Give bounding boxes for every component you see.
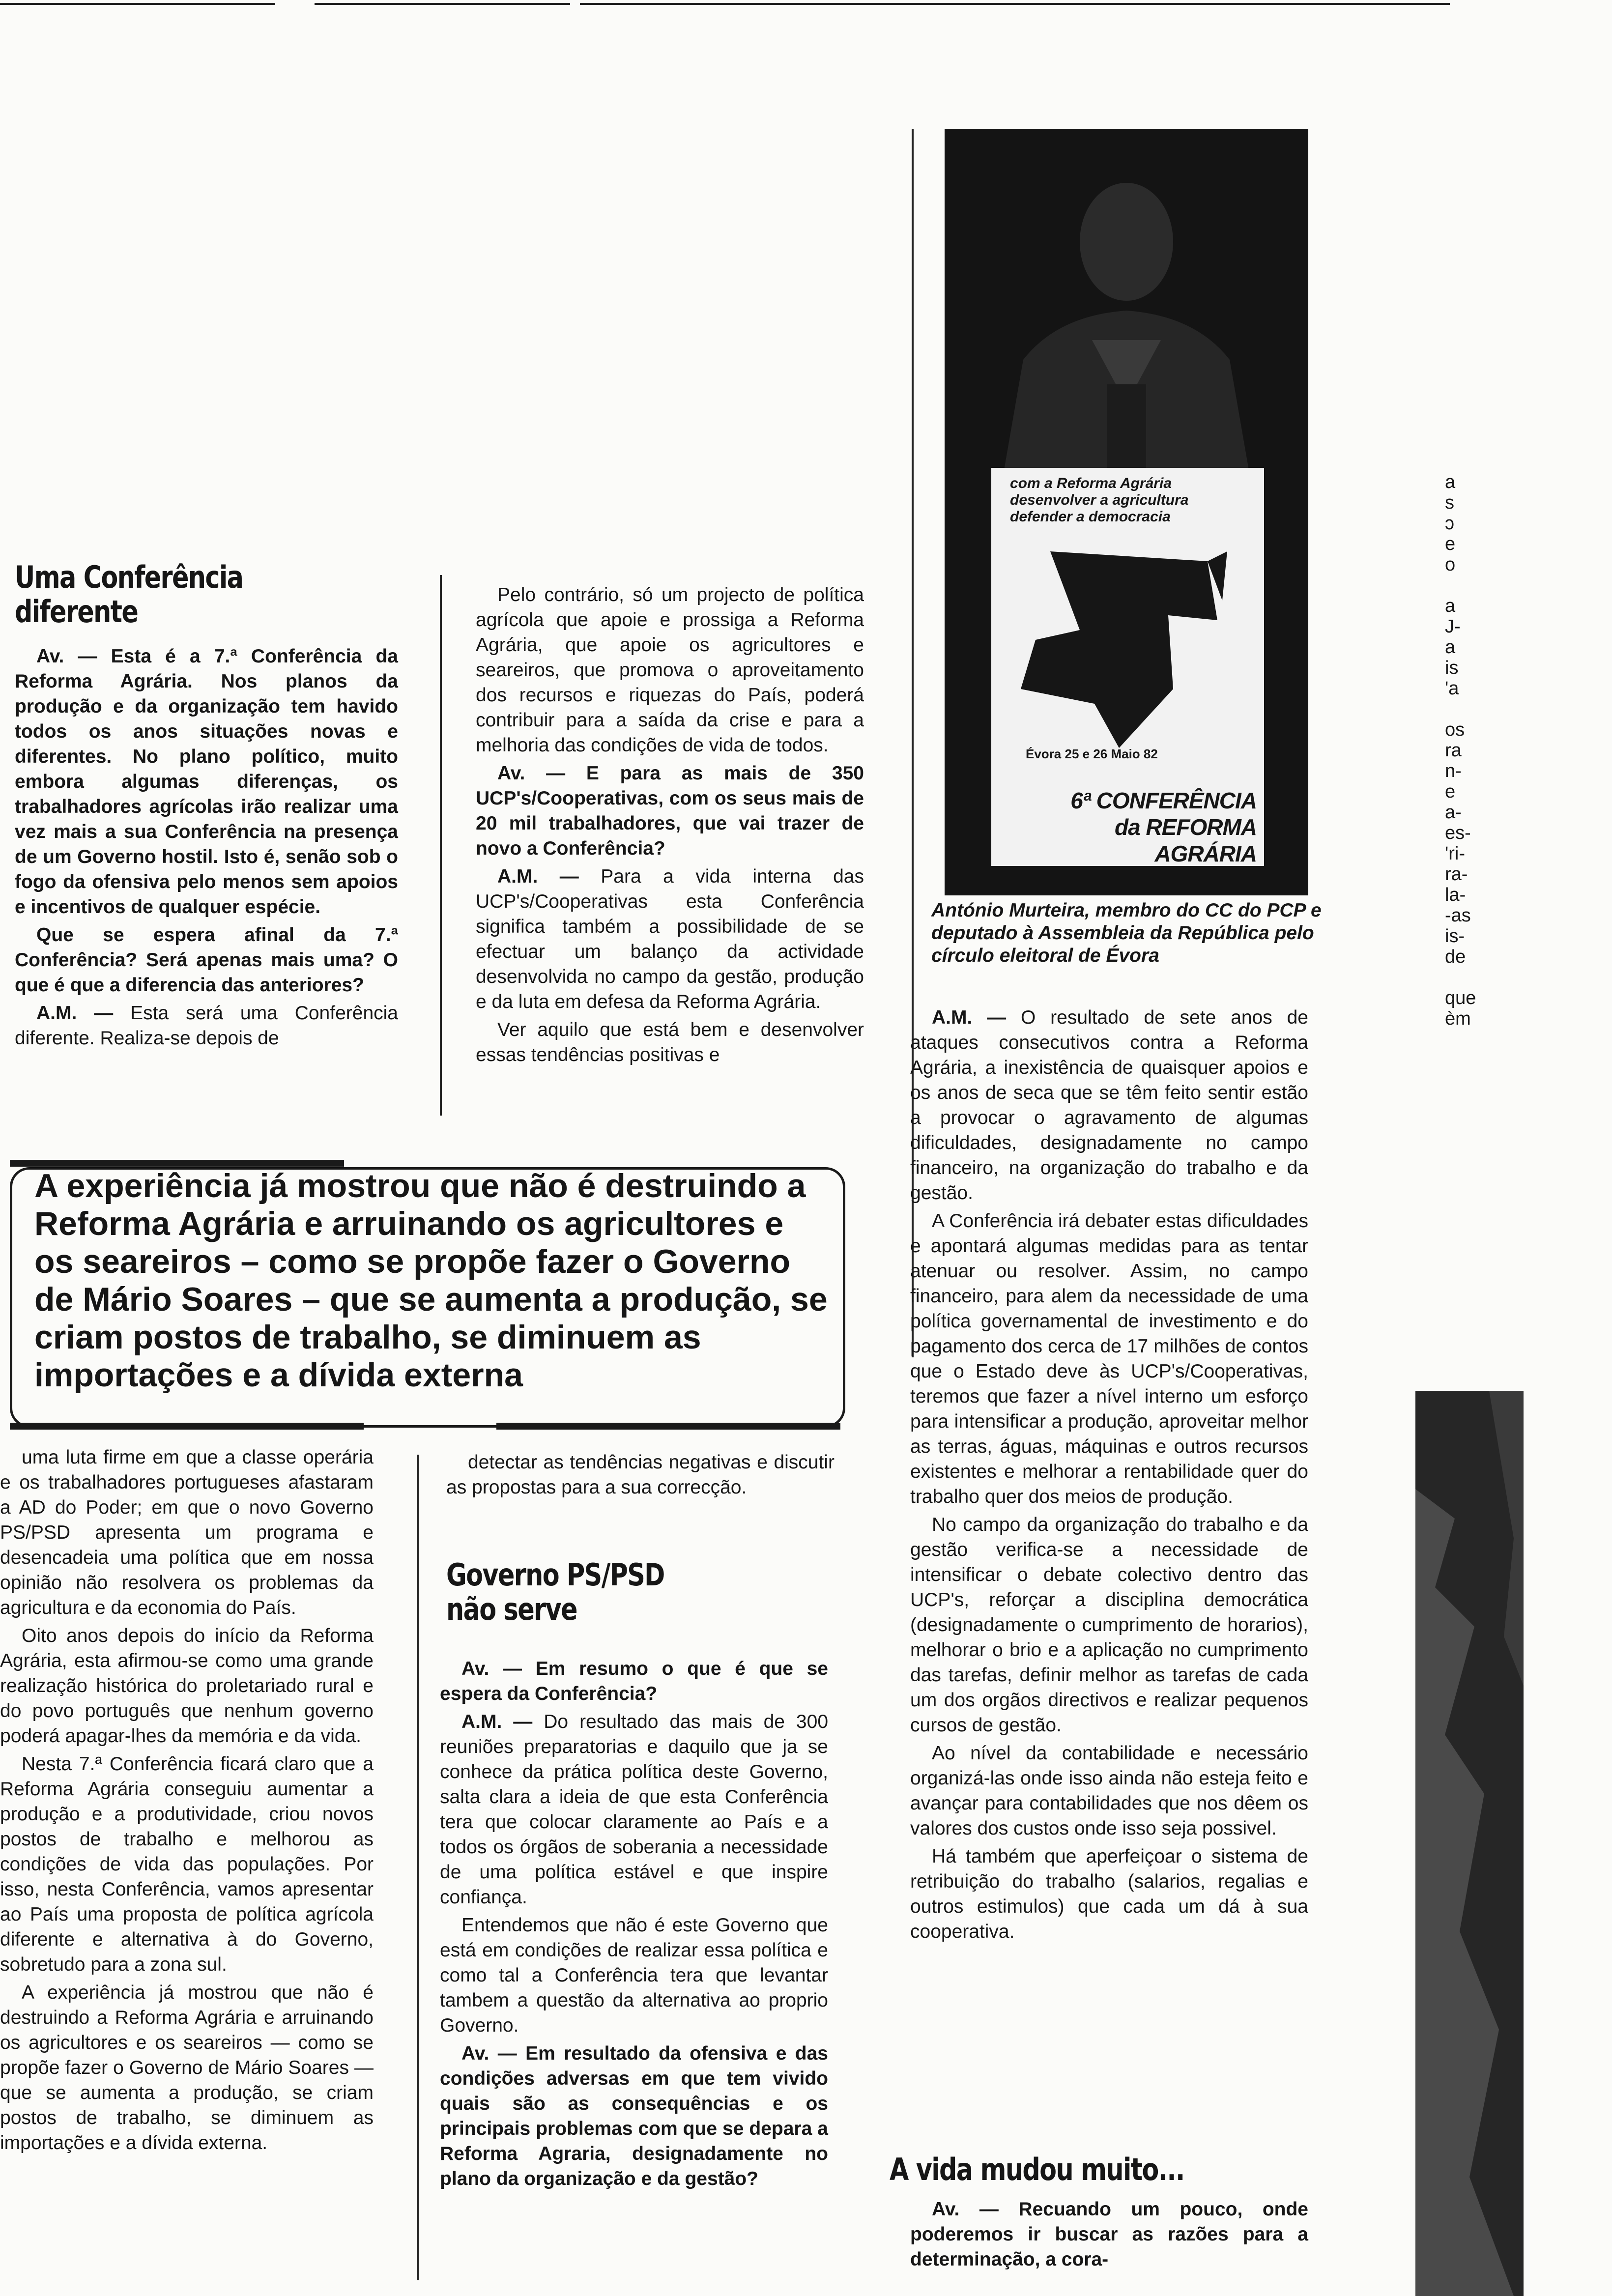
paragraph-text: Nesta 7.ª Conferência ficará claro que a Reforma Agrária conseguiu aumentar a produção e a produtividade, criou novos postos de trabalho e melhorou as condições de vida das populações. Por isso, nesta Conferência, vamos apresentar ao País uma proposta de política agrícola diferente e alternativa à do Governo, sobretudo para a zona sul. — [0, 1753, 374, 1975]
edge-fragment: es- — [1445, 823, 1471, 843]
top-rule-left — [0, 3, 275, 5]
paragraph-text: detectar as tendências negativas e discutir as propostas para a sua correcção. — [446, 1452, 835, 1498]
edge-fragment: e — [1445, 534, 1456, 554]
paragraph — [910, 1844, 1308, 1944]
edge-fragment — [1445, 699, 1476, 719]
paragraph — [440, 1913, 828, 2038]
paragraph-text: Oito anos depois do início da Reforma Agrária, esta afirmou-se como uma grande realização histórica do proletariado rural e do povo português que nenhum governo poderá apagar-lhes da memória e da vida. — [0, 1625, 374, 1747]
speaker-label: Av. — — [461, 2043, 526, 2064]
paragraph — [440, 2041, 828, 2191]
paragraph-text: A Conferência irá debater estas dificuldades e apontará algumas medidas para as tentar atenuar ou resolver. Assim, no campo financeiro, para alem da necessidade de uma política governamental de investimento e do pagamento dos cerca de 17 milhões de contos que o Estado deve às UCP's/Cooperativas, teremos que fazer a nível interno um esforço para intensificar a produção, aproveitar melhor as terras, águas, máquinas e outros recursos existentes e melhorar a rentabilidade quer do trabalho quer dos meios de produção. — [910, 1210, 1308, 1507]
paragraph — [910, 1208, 1308, 1509]
column-2-bottom-intro — [446, 1450, 835, 1503]
edge-fragment — [1445, 967, 1476, 988]
edge-fragment: 'a — [1445, 678, 1459, 699]
paragraph-text: Esta será uma Conferência diferente. Realiza-se depois de — [15, 1003, 398, 1049]
paragraph-text: Há também que aperfeiçoar o sistema de retribuição do trabalho (salarios, regalias e outros estimulos) que cada um dá à sua cooperativa. — [910, 1846, 1308, 1942]
edge-fragment: is- — [1445, 926, 1465, 947]
edge-fragment: a — [1445, 637, 1456, 658]
pull-quote-text: A experiência já mostrou que não é destruindo a Reforma Agrária e arruinando os agricultores e os seareiros – como se propõe fazer o Governo de Mário Soares – que se aumenta a produção, se criam postos de trabalho, se diminuem as importações e a dívida externa — [34, 1167, 828, 1394]
paragraph — [910, 1005, 1308, 1205]
edge-fragment: J- — [1445, 616, 1461, 637]
paragraph — [15, 1001, 398, 1051]
column-1-top — [15, 644, 398, 1054]
edge-fragment: de — [1445, 947, 1466, 967]
column-divider-1 — [440, 575, 442, 1116]
paragraph — [440, 1656, 828, 1706]
edge-fragment: 'ri- — [1445, 843, 1466, 864]
edge-fragment: èm — [1445, 1008, 1471, 1029]
paragraph-text: E para as mais de 350 UCP's/Cooperativas, com os seus mais de 20 mil trabalhadores, que vai trazer de novo a Conferência? — [476, 763, 864, 859]
photo-caption: António Murteira, membro do CC do PCP e deputado à Assembleia da República pelo círculo eleitoral de Évora — [931, 900, 1322, 966]
edge-fragment: is — [1445, 658, 1459, 678]
paragraph-text: Que se espera afinal da 7.ª Conferência? Será apenas mais uma? O que é que a diferencia das anteriores? — [15, 924, 398, 996]
paragraph — [910, 2197, 1308, 2272]
paragraph-text: Em resultado da ofensiva e das condições adversas em que tem vivido quais são as consequências e os principais problemas com que se depara a Reforma Agraria, designadamente no plano da organização e da gestão? — [440, 2043, 828, 2189]
paragraph-text: Pelo contrário, só um projecto de política agrícola que apoie e prossiga a Reforma Agrária, que apoie os agricultores e seareiros, que promova o aproveitamento dos recursos e riquezas do País, poderá contribuir para a saída da crise e para a melhoria das condições de vida de todos. — [476, 584, 864, 756]
column-divider-2 — [417, 1455, 419, 2280]
edge-fragment: la- — [1445, 885, 1466, 905]
paragraph — [476, 1017, 864, 1067]
edge-fragment: os — [1445, 719, 1465, 740]
paragraph — [476, 864, 864, 1014]
poster-title-line-1: 6ª CONFERÊNCIA — [1070, 788, 1257, 813]
right-edge-photo-strip — [1415, 1391, 1524, 2296]
column-3 — [910, 1005, 1308, 1947]
top-rule-middle — [315, 3, 570, 5]
edge-fragment: -as — [1445, 905, 1471, 926]
poster-graphic — [1021, 542, 1227, 748]
speaker-label: A.M. — — [932, 1007, 1021, 1028]
speaker-label: Av. — — [36, 646, 111, 667]
paragraph-text: Em resumo o que é que se espera da Conferência? — [440, 1658, 828, 1704]
paragraph-text: Recuando um pouco, onde poderemos ir buscar as razões para a determinação, a cora- — [910, 2199, 1308, 2270]
edge-fragment: n- — [1445, 761, 1462, 781]
edge-fragment: ra — [1445, 740, 1462, 761]
paragraph — [0, 1445, 374, 1620]
speaker-label: A.M. — — [461, 1711, 544, 1732]
speaker-label: Av. — — [932, 2199, 1019, 2220]
paragraph — [910, 1741, 1308, 1841]
pull-quote-top-bar — [10, 1160, 344, 1167]
photo-strip-texture — [1415, 1391, 1524, 2296]
paragraph-text: A experiência já mostrou que não é destruindo a Reforma Agrária e arruinando os agricultores e os seareiros — como se propõe fazer o Governo de Mário Soares — que se aumenta a produção, se criam postos de trabalho, se diminuem as importações e a dívida externa. — [0, 1982, 374, 2153]
paragraph — [15, 644, 398, 919]
speaker-label: Av. — — [497, 763, 586, 784]
edge-fragment — [1445, 575, 1476, 596]
paragraph-text: Esta é a 7.ª Conferência da Reforma Agrária. Nos planos da produção e da organização tem havido todos os anos situações novas e diferentes. No plano político, muito embora algumas diferenças, os trabalhadores agrícolas irão realizar uma vez mais a sua Conferência na presença de um Governo hostil. Isto é, senão sob o fogo da ofensiva pelo menos sem apoios e incentivos de qualquer espécie. — [15, 646, 398, 918]
pull-quote-box — [0, 1157, 850, 1433]
column-3-bottom — [910, 2197, 1308, 2275]
paragraph-text: O resultado de sete anos de ataques consecutivos contra a Reforma Agrária, a inexistência de quaisquer apoios e os anos de seca que se têm feito sentir estão a provocar o agravamento de algumas dificuldades, designadamente no campo financeiro, na organização do trabalho e da gestão. — [910, 1007, 1308, 1204]
poster-date: Évora 25 e 26 Maio 82 — [1026, 746, 1158, 761]
subhead-governo-line-1: Governo PS/PSD — [446, 1557, 664, 1593]
paragraph — [446, 1450, 835, 1500]
poster-slogan: com a Reforma Agrária desenvolver a agricultura defender a democracia — [1010, 475, 1189, 525]
photo-speaker-silhouette — [945, 129, 1308, 473]
paragraph — [0, 1623, 374, 1749]
conference-poster — [991, 468, 1264, 866]
speaker-label: A.M. — — [497, 866, 601, 887]
edge-fragment: o — [1445, 554, 1456, 575]
subhead-governo — [446, 1558, 664, 1627]
paragraph-text: Entendemos que não é este Governo que está em condições de realizar essa política e como tal a Conferência tera que levantar tambem a questão da alternativa ao proprio Governo. — [440, 1915, 828, 2036]
speaker-label: A.M. — — [36, 1003, 131, 1024]
photo-antonio-murteira — [945, 129, 1308, 895]
paragraph — [440, 1709, 828, 1910]
paragraph-text: Do resultado das mais de 300 reuniões preparatorias e daquilo que ja se conhece da prática política deste Governo, salta clara a ideia de que esta Conferência tera que colocar claramente ao País e a todos os órgãos de soberania a necessidade de uma política estável e que inspire confiança. — [440, 1711, 829, 1908]
paragraph — [910, 1512, 1308, 1738]
column-2-top — [476, 582, 864, 1070]
paragraph — [476, 761, 864, 861]
pull-quote-bottom-bar-left — [10, 1423, 364, 1430]
subhead-governo-line-2: não serve — [446, 1591, 577, 1627]
paragraph-text: Para a vida interna das UCP's/Cooperativas esta Conferência significa também a possibilidade de se efectuar um balanço da actividade desenvolvida no campo da gestão, produção e da luta em defesa da Reforma Agrária. — [476, 866, 864, 1012]
edge-fragment: a — [1445, 596, 1456, 616]
right-edge-text-fragments — [1445, 472, 1476, 1029]
pull-quote-bottom-bar-right — [496, 1423, 840, 1430]
edge-fragment: ra- — [1445, 864, 1468, 885]
paragraph-text: uma luta firme em que a classe operária e os trabalhadores portugueses afastaram a AD do Poder; em que o novo Governo PS/PSD apresenta um programa e desencadeia uma política que em nossa opinião não resolvera os problemas da agricultura e da economia do País. — [0, 1447, 374, 1618]
top-rule-right — [580, 3, 1450, 5]
poster-title — [1050, 787, 1257, 867]
headline-line-2: diferente — [15, 594, 138, 630]
paragraph — [0, 1980, 374, 2155]
edge-fragment: a — [1445, 472, 1456, 492]
paragraph-text: No campo da organização do trabalho e da gestão verifica-se a necessidade de intensificar o debate colectivo dentro das UCP's, reforçar a disciplina democrática (designadamente o cumprimento de horarios), melhorar o brio e a aplicação no cumprimento das tarefas, definir melhor as tarefas de cada um dos orgãos directivos e realizar pequenos cursos de gestão. — [910, 1514, 1308, 1736]
edge-fragment: s — [1445, 492, 1454, 513]
headline — [15, 560, 243, 629]
column-2-bottom — [440, 1656, 828, 2194]
paragraph — [476, 582, 864, 758]
speaker-label: Av. — — [461, 1658, 536, 1679]
column-1-bottom — [0, 1445, 374, 2158]
edge-fragment: e — [1445, 781, 1456, 802]
edge-fragment: ɔ — [1445, 513, 1454, 534]
edge-fragment: a- — [1445, 802, 1462, 823]
poster-title-line-2: da REFORMA AGRÁRIA — [1115, 814, 1257, 866]
paragraph-text: Ao nível da contabilidade e necessário organizá-las onde isso ainda não esteja feito e avançar para contabilidades que nos dêem os valores dos custos onde isso seja possivel. — [910, 1743, 1308, 1839]
edge-fragment: que — [1445, 988, 1476, 1008]
paragraph — [15, 922, 398, 998]
paragraph-text: Ver aquilo que está bem e desenvolver essas tendências positivas e — [476, 1019, 864, 1065]
paragraph — [0, 1751, 374, 1977]
subhead-vida: A vida mudou muito... — [890, 2152, 1184, 2187]
headline-line-1: Uma Conferência — [15, 559, 243, 595]
